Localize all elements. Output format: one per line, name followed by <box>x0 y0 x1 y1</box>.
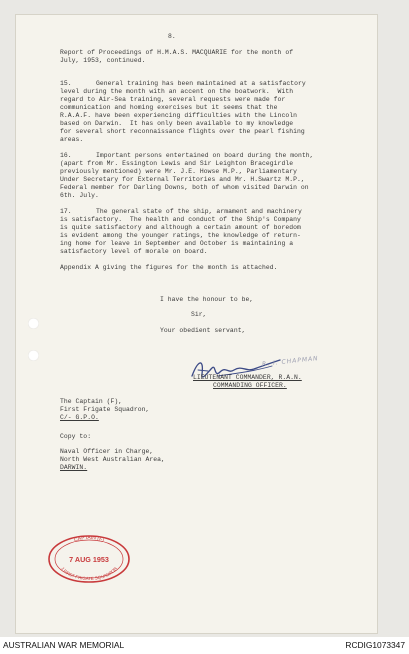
paragraph-17-line: is quite satisfactory and although a certain amount of boredom <box>60 224 301 231</box>
paragraph-15-line: R.A.A.F. have been experiencing difficulties with the Lincoln <box>60 112 297 119</box>
paragraph-16-line: Under Secretary for External Territories and Mr. H.Swartz M.P., <box>60 176 305 183</box>
stamp-top-text: CAPTAIN (F) <box>73 534 105 544</box>
report-heading-line-1: Report of Proceedings of H.M.A.S. MACQUARIE for the month of <box>60 49 294 56</box>
paragraph-16-line: Important persons entertained on board during the month, <box>96 152 314 159</box>
report-heading-line-2: July, 1953, continued. <box>60 57 146 64</box>
addressee-line: The Captain (F), <box>60 398 123 405</box>
paragraph-16-number: 16. <box>60 152 72 159</box>
copy-to-line: Naval Officer in Charge, <box>60 448 154 455</box>
signatory-title: COMMANDING OFFICER. <box>213 382 287 389</box>
closing-salutation: Sir, <box>191 311 207 318</box>
paragraph-16-line: previously mentioned) were Mr. J.E. Howse M.P., Parliamentary <box>60 168 297 175</box>
punch-hole-bottom <box>28 350 39 361</box>
stamp-date: 7 AUG 1953 <box>69 555 109 564</box>
punch-hole-top <box>28 318 39 329</box>
paragraph-15-line: based on Darwin. It has only been available to my knowledge <box>60 120 294 127</box>
paragraph-17-number: 17. <box>60 208 72 215</box>
paragraph-17-line: is satisfactory. The health and conduct of the Ship's Company <box>60 216 301 223</box>
addressee-line: First Frigate Squadron, <box>60 406 150 413</box>
paragraph-15-line: areas. <box>60 136 84 143</box>
copy-to-line: North West Australian Area, <box>60 456 165 463</box>
paragraph-15-line: General training has been maintained at a satisfactory <box>96 80 306 87</box>
signatory-rank: LIEUTENANT COMMANDER, R.A.N. <box>193 374 302 381</box>
paragraph-15-line: for several short reconnaissance flights over the pearl fishing <box>60 128 305 135</box>
paragraph-17-line: satisfactory level of morale on board. <box>60 248 208 255</box>
paragraph-16-line: Federal member for Darling Downs, both of whom visited Darwin on <box>60 184 309 191</box>
paragraph-16-line: 6th. July. <box>60 192 99 199</box>
paragraph-17-line: ing home for leave in September and October is maintaining a <box>60 240 294 247</box>
paragraph-17-line: The general state of the ship, armament and machinery <box>96 208 302 215</box>
paragraph-17-line: is evident among the younger ratings, the knowledge of return- <box>60 232 301 239</box>
paragraph-15-number: 15. <box>60 80 72 87</box>
footer-credit: AUSTRALIAN WAR MEMORIAL <box>3 640 125 650</box>
page-number: 8. <box>168 33 176 40</box>
addressee-line: C/- G.P.O. <box>60 414 99 421</box>
closing-servant: Your obedient servant, <box>160 327 246 334</box>
paragraph-16-line: (apart from Mr. Essington Lewis and Sir Leighton Bracegirdle <box>60 160 294 167</box>
paragraph-15-line: regard to Air-Sea training, several requests were made for <box>60 96 286 103</box>
paragraph-15-line: level during the month with an accent on the boatwork. With <box>60 88 294 95</box>
copy-to-label: Copy to: <box>60 433 92 440</box>
closing-honour: I have the honour to be, <box>160 296 254 303</box>
paragraph-15-line: communication and homing exercises but it seems that the <box>60 104 278 111</box>
copy-to-line: DARWIN. <box>60 464 88 471</box>
date-received-stamp <box>46 534 132 584</box>
appendix-note: Appendix A giving the figures for the month is attached. <box>60 264 278 271</box>
signature-print: R. I. CHAPMAN <box>261 355 319 368</box>
stamp-bottom-text: 1 FIRST FRIGATE SQUADRON <box>60 566 118 582</box>
footer-reference-id: RCDIG1073347 <box>345 640 405 650</box>
